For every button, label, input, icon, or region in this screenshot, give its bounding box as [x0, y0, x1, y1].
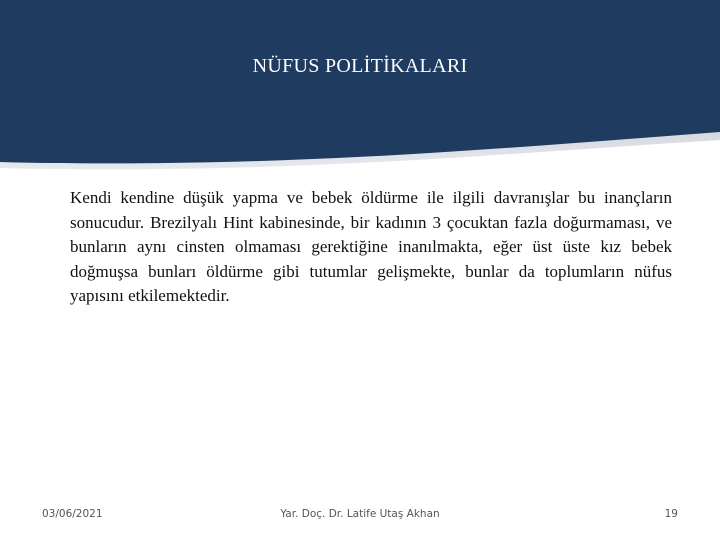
slide-title: NÜFUS POLİTİKALARI — [252, 55, 468, 77]
footer-page-number: 19 — [664, 508, 678, 520]
footer-author: Yar. Doç. Dr. Latife Utaş Akhan — [280, 508, 440, 520]
footer-date: 03/06/2021 — [42, 508, 103, 520]
title-band — [0, 0, 720, 175]
title-band-shape — [0, 0, 720, 175]
slide-body-text: Kendi kendine düşük yapma ve bebek öldürme ile ilgili davranışlar bu inançların sonucudur. Brezilyalı Hint kabinesinde, bir kadının 3 çocuktan fazla doğurmaması, ve bunların aynı cinsten olmaması gerektiğine inanılmakta, eğer üst üste kız bebek doğmuşsa bunları öldürme gibi tutumlar gelişmekte, bunlar da toplumların nüfus yapısını etkilemektedir. — [70, 188, 672, 305]
